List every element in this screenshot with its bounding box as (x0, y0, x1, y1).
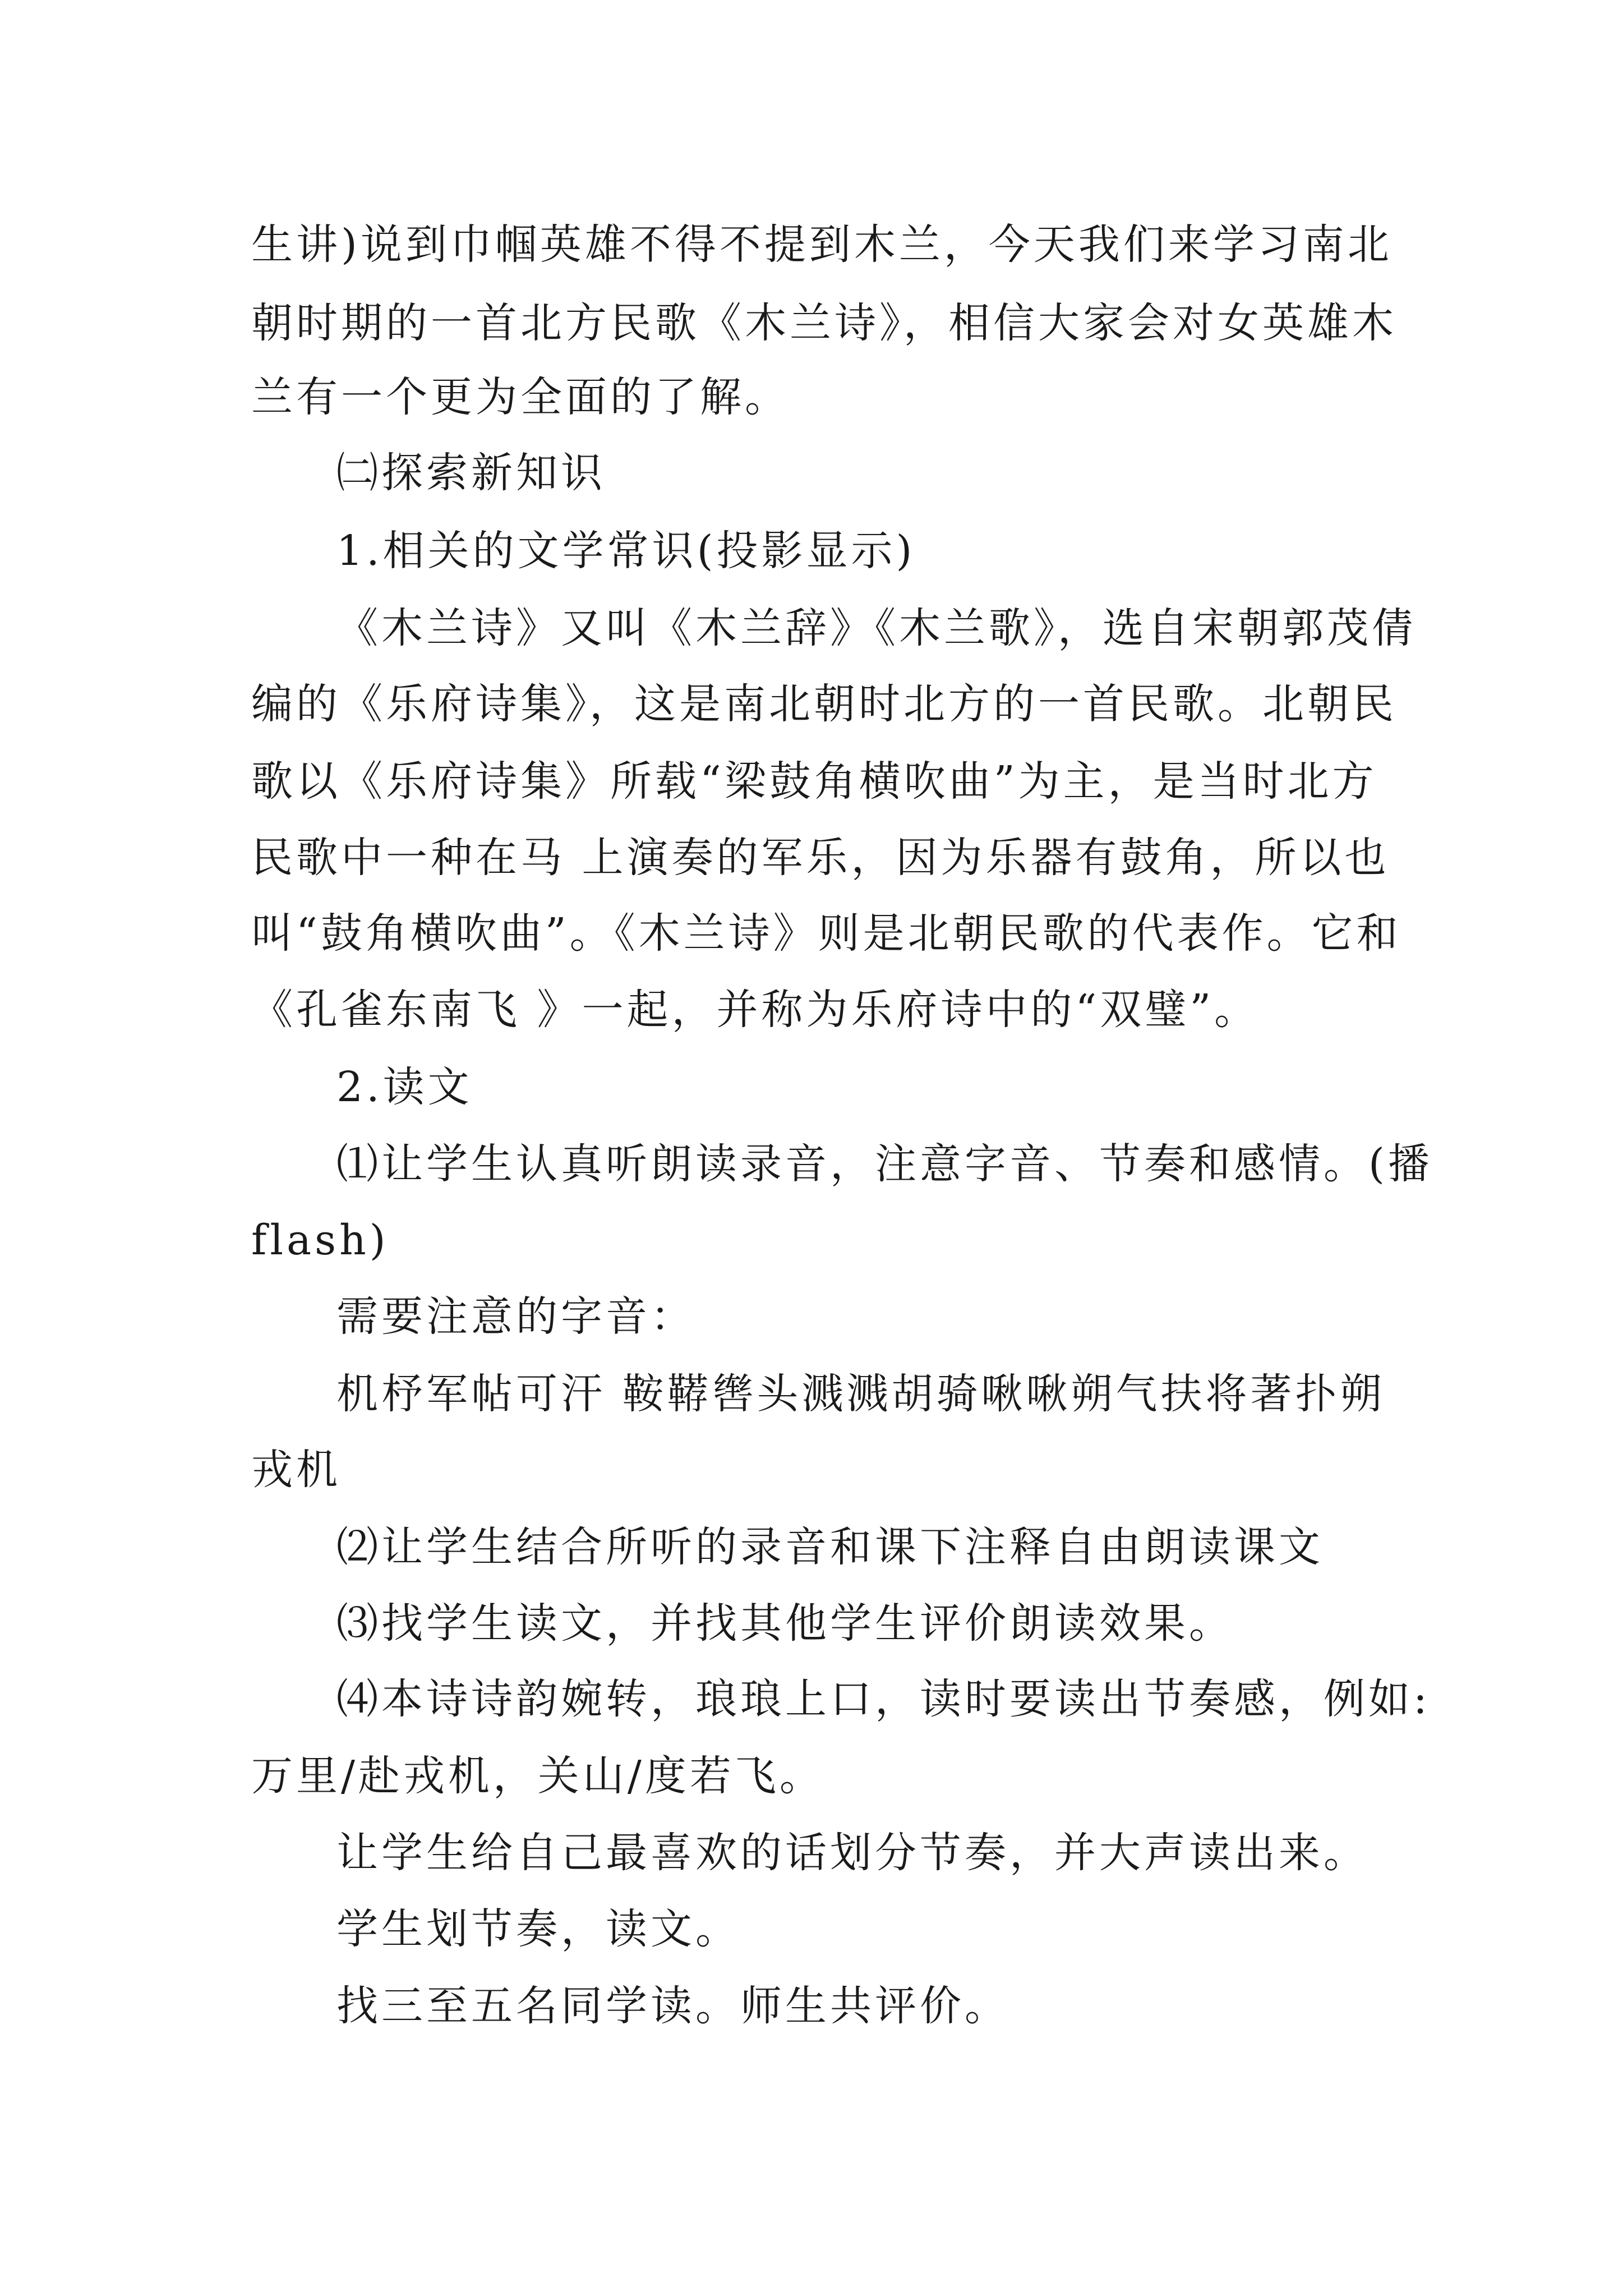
text-line: 需要注意的字音： (336, 1292, 695, 1341)
text-line: 《孔雀东南飞 》一起，并称为乐府诗中的“双璧”。 (251, 986, 1260, 1034)
text-line: ⑶找学生读文，并找其他学生评价朗读效果。 (336, 1599, 1234, 1648)
subsection-heading: 2.读文 (336, 1063, 473, 1111)
text-line: 生讲)说到巾帼英雄不得不提到木兰，今天我们来学习南北 (251, 220, 1393, 269)
text-line: 找三至五名同学读。师生共评价。 (336, 1982, 1009, 2030)
text-line: 歌以《乐府诗集》所载“梁鼓角横吹曲”为主，是当时北方 (251, 757, 1377, 806)
text-line: flash) (251, 1216, 389, 1264)
subsection-heading: 1.相关的文学常识(投影显示) (336, 527, 916, 575)
text-line: 机杼军帖可汗 鞍鞯辔头溅溅胡骑啾啾朔气扶将著扑朔 (336, 1370, 1385, 1418)
section-heading: ㈡探索新知识 (336, 449, 606, 497)
text-line: 万里/赴戎机，关山/度若飞。 (251, 1752, 824, 1800)
text-line: 戎机 (251, 1446, 341, 1494)
text-line: 兰有一个更为全面的了解。 (251, 373, 790, 421)
text-line: 让学生给自己最喜欢的话划分节奏，并大声读出来。 (336, 1829, 1368, 1877)
text-line: 朝时期的一首北方民歌《木兰诗》，相信大家会对女英雄木 (251, 299, 1397, 347)
text-line: ⑴让学生认真听朗读录音，注意字音、节奏和感情。(播 (336, 1140, 1433, 1188)
text-line: ⑷本诗诗韵婉转，琅琅上口，读时要读出节奏感，例如: (336, 1675, 1431, 1723)
text-line: 《木兰诗》又叫《木兰辞》《木兰歌》，选自宋朝郭茂倩 (336, 604, 1417, 652)
text-line: 编的《乐府诗集》，这是南北朝时北方的一首民歌。北朝民 (251, 680, 1397, 728)
text-line: 民歌中一种在马 上演奏的军乐，因为乐器有鼓角，所以也 (251, 834, 1390, 882)
text-line: 学生划节奏，读文。 (336, 1905, 740, 1953)
text-line: ⑵让学生结合所听的录音和课下注释自由朗读课文 (336, 1523, 1324, 1571)
text-line: 叫“鼓角横吹曲”。《木兰诗》则是北朝民歌的代表作。它和 (251, 909, 1401, 958)
